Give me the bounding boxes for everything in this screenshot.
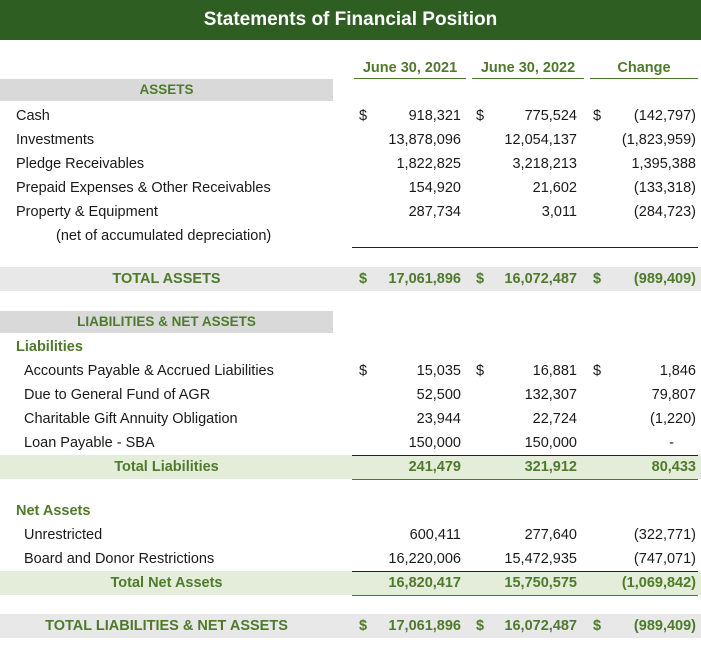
row-note: (net of accumulated depreciation) — [56, 228, 272, 244]
value-2021: 17,061,896 — [388, 271, 461, 287]
value-change: 1,395,388 — [631, 156, 696, 172]
row-label: Charitable Gift Annuity Obligation — [24, 411, 238, 427]
grand-total-row — [0, 614, 701, 638]
value-2021: 16,220,006 — [388, 551, 461, 567]
value-2021: 287,734 — [408, 204, 461, 220]
total-net-assets-row — [0, 571, 701, 595]
value-2021: 241,479 — [408, 459, 461, 475]
value-change: 80,433 — [651, 459, 696, 475]
liabilities-net-assets-section-heading: LIABILITIES & NET ASSETS — [0, 311, 333, 333]
table-row — [0, 359, 701, 383]
currency-symbol: $ — [476, 108, 485, 124]
net-assets-heading: Net Assets — [16, 503, 91, 519]
table-row — [0, 407, 701, 431]
value-2022: 16,072,487 — [504, 618, 577, 634]
value-change: 79,807 — [651, 387, 696, 403]
currency-symbol: $ — [593, 271, 602, 287]
row-label: Loan Payable - SBA — [24, 435, 155, 451]
row-label: TOTAL ASSETS — [112, 271, 221, 287]
value-2022: 3,011 — [541, 204, 577, 220]
row-label: Total Liabilities — [114, 459, 219, 475]
value-change: (142,797) — [633, 108, 696, 124]
divider — [352, 247, 698, 248]
value-2021: 13,878,096 — [388, 132, 461, 148]
value-2021: 15,035 — [416, 363, 461, 379]
value-change: (1,220) — [650, 411, 696, 427]
divider — [352, 479, 698, 480]
row-label: Due to General Fund of AGR — [24, 387, 211, 403]
value-2022: 15,750,575 — [504, 575, 577, 591]
value-change: (133,318) — [633, 180, 696, 196]
currency-symbol: $ — [359, 271, 368, 287]
table-row — [0, 200, 701, 224]
row-label: Total Net Assets — [110, 575, 223, 591]
currency-symbol: $ — [359, 363, 368, 379]
value-change: (322,771) — [633, 527, 696, 543]
column-header-2021: June 30, 2021 — [354, 57, 466, 79]
value-2021: 918,321 — [408, 108, 461, 124]
value-change: (747,071) — [633, 551, 696, 567]
liabilities-heading-row — [0, 335, 701, 359]
currency-symbol: $ — [593, 108, 602, 124]
row-label: Pledge Receivables — [16, 156, 145, 172]
value-2021: 17,061,896 — [388, 618, 461, 634]
value-2022: 12,054,137 — [504, 132, 577, 148]
value-2022: 16,881 — [532, 363, 577, 379]
value-change: 1,846 — [659, 363, 696, 379]
divider — [352, 455, 698, 456]
net-assets-heading-row — [0, 499, 701, 523]
row-label: Property & Equipment — [16, 204, 158, 220]
value-2022: 277,640 — [524, 527, 577, 543]
table-row — [0, 152, 701, 176]
value-change: (1,069,842) — [621, 575, 696, 591]
value-2022: 16,072,487 — [504, 271, 577, 287]
table-row — [0, 224, 701, 248]
row-label: Board and Donor Restrictions — [24, 551, 215, 567]
value-change: (989,409) — [633, 271, 696, 287]
value-2022: 15,472,935 — [504, 551, 577, 567]
assets-section-heading: ASSETS — [0, 79, 333, 101]
total-liabilities-row — [0, 455, 701, 479]
value-change: (1,823,959) — [621, 132, 696, 148]
table-row — [0, 176, 701, 200]
table-row — [0, 128, 701, 152]
table-row — [0, 104, 701, 128]
row-label: Cash — [16, 108, 50, 124]
value-change: (284,723) — [633, 204, 696, 220]
liabilities-heading: Liabilities — [16, 339, 83, 355]
total-assets-row — [0, 267, 701, 291]
value-2021: 52,500 — [416, 387, 461, 403]
row-label: TOTAL LIABILITIES & NET ASSETS — [45, 618, 288, 634]
value-2021: 154,920 — [408, 180, 461, 196]
currency-symbol: $ — [359, 108, 368, 124]
value-2021: 600,411 — [409, 527, 461, 543]
value-2022: 150,000 — [524, 435, 577, 451]
value-2022: 321,912 — [524, 459, 577, 475]
currency-symbol: $ — [476, 618, 485, 634]
currency-symbol: $ — [476, 363, 485, 379]
table-row — [0, 523, 701, 547]
value-2022: 775,524 — [524, 108, 577, 124]
row-label: Accounts Payable & Accrued Liabilities — [24, 363, 274, 379]
column-header-2022: June 30, 2022 — [472, 57, 584, 79]
value-2022: 22,724 — [532, 411, 577, 427]
table-row — [0, 431, 701, 455]
value-2022: 21,602 — [532, 180, 577, 196]
row-label: Investments — [16, 132, 95, 148]
currency-symbol: $ — [593, 363, 602, 379]
currency-symbol: $ — [476, 271, 485, 287]
value-2021: 150,000 — [408, 435, 461, 451]
divider — [352, 595, 698, 596]
page-title: Statements of Financial Position — [0, 0, 701, 40]
currency-symbol: $ — [359, 618, 368, 634]
value-change: (989,409) — [633, 618, 696, 634]
value-2022: 132,307 — [524, 387, 577, 403]
value-2021: 16,820,417 — [388, 575, 461, 591]
value-change: - — [669, 435, 674, 451]
row-label: Prepaid Expenses & Other Receivables — [16, 180, 271, 196]
column-header-change: Change — [590, 57, 698, 79]
row-label: Unrestricted — [24, 527, 103, 543]
table-row — [0, 383, 701, 407]
divider — [352, 571, 698, 572]
value-2022: 3,218,213 — [512, 156, 577, 172]
value-2021: 1,822,825 — [396, 156, 461, 172]
currency-symbol: $ — [593, 618, 602, 634]
value-2021: 23,944 — [416, 411, 461, 427]
table-row — [0, 547, 701, 571]
